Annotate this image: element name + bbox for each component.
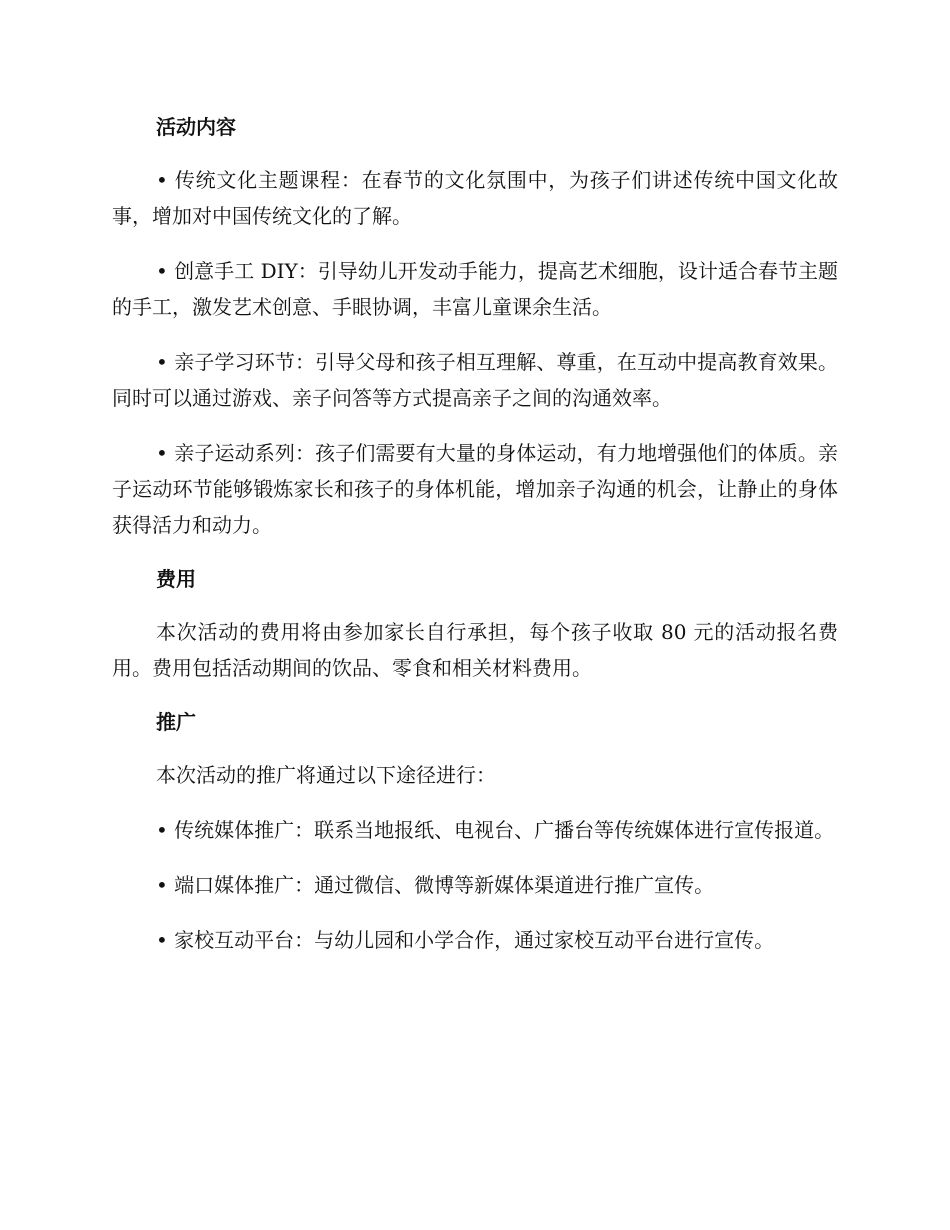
promotion-item-traditional-media: • 传统媒体推广：联系当地报纸、电视台、广播台等传统媒体进行宣传报道。 [156, 818, 835, 842]
promotion-item-new-media: • 端口媒体推广：通过微信、微博等新媒体渠道进行推广宣传。 [156, 873, 715, 897]
fee-description: 本次活动的费用将由参加家长自行承担，每个孩子收取 80 元的活动报名费用。费用包括活动期间的饮品、零食和相关材料费用。 [112, 620, 838, 680]
activity-item-sports: • 亲子运动系列：孩子们需要有大量的身体运动，有力地增强他们的体质。亲子运动环节能够锻炼家长和孩子的身体机能，增加亲子沟通的机会，让静止的身体获得活力和动力。 [112, 441, 838, 537]
activity-item-culture: • 传统文化主题课程：在春节的文化氛围中，为孩子们讲述传统中国文化故事，增加对中国传统文化的了解。 [112, 168, 838, 228]
activity-item-crafts: • 创意手工 DIY：引导幼儿开发动手能力，提高艺术细胞，设计适合春节主题的手工，激发艺术创意、手眼协调，丰富儿童课余生活。 [112, 259, 838, 319]
section-heading-promotion: 推广 [156, 710, 196, 734]
section-heading-activity: 活动内容 [156, 115, 236, 139]
promotion-item-school-platform: • 家校互动平台：与幼儿园和小学合作，通过家校互动平台进行宣传。 [156, 928, 775, 952]
section-heading-fee: 费用 [156, 567, 196, 591]
promotion-intro: 本次活动的推广将通过以下途径进行： [156, 763, 496, 787]
activity-item-parent-child-learning: • 亲子学习环节：引导父母和孩子相互理解、尊重，在互动中提高教育效果。同时可以通过游戏、亲子问答等方式提高亲子之间的沟通效率。 [112, 350, 838, 410]
